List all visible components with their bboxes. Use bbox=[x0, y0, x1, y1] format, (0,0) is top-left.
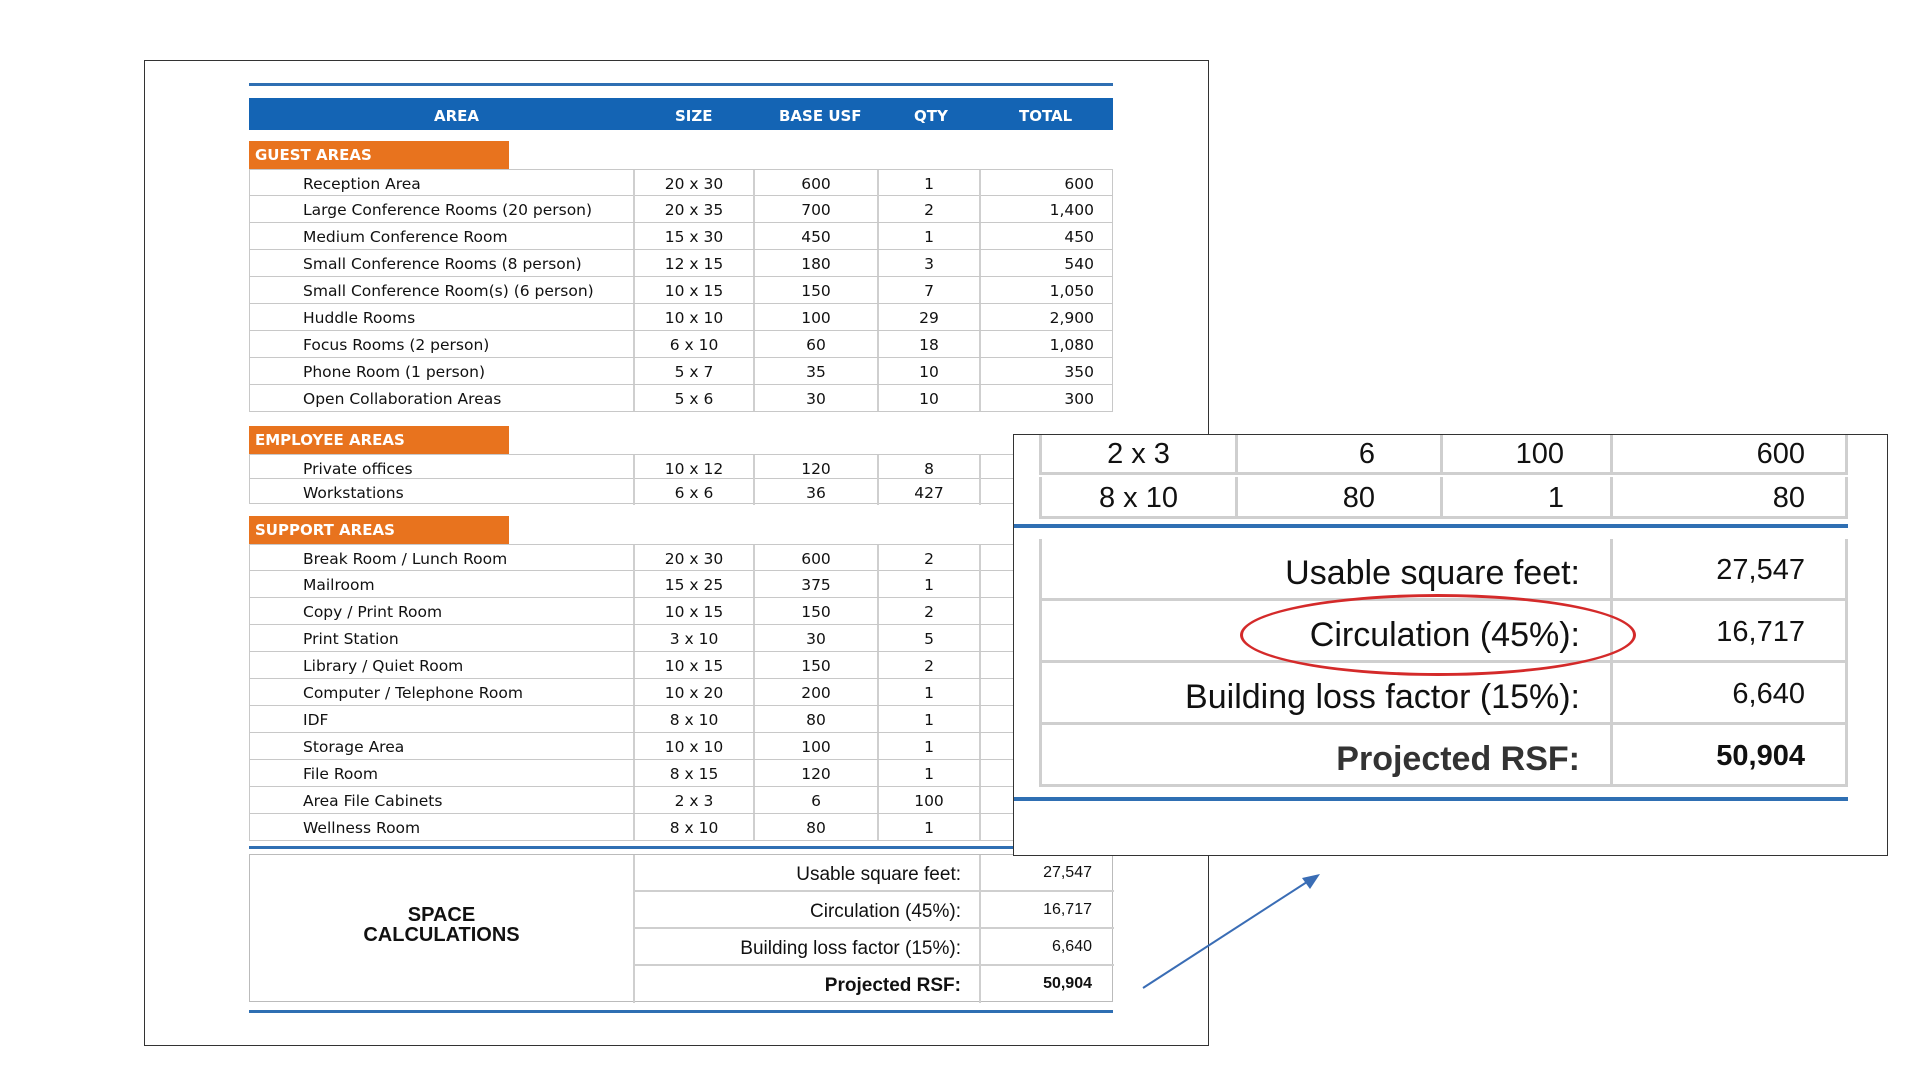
cell-base: 100 bbox=[753, 304, 877, 330]
cell-base: 375 bbox=[753, 571, 877, 597]
cell-area: Mailroom bbox=[303, 576, 375, 594]
cell-qty: 2 bbox=[877, 196, 979, 222]
calc-top-rule bbox=[249, 846, 1113, 849]
cell-qty: 1 bbox=[877, 814, 979, 840]
zoom-base: 6 bbox=[1235, 434, 1440, 475]
cell-size: 10 x 10 bbox=[633, 733, 753, 759]
cell-qty: 3 bbox=[877, 250, 979, 276]
calc-label: Building loss factor (15%): bbox=[633, 929, 979, 966]
calc-label: Circulation (45%): bbox=[633, 892, 979, 929]
header-total: TOTAL bbox=[1019, 107, 1073, 125]
header-base-usf: BASE USF bbox=[779, 107, 862, 125]
support-areas-table bbox=[249, 544, 1113, 841]
table-row bbox=[249, 679, 1113, 706]
cell-area: Storage Area bbox=[303, 738, 405, 756]
cell-base: 100 bbox=[753, 733, 877, 759]
header-size: SIZE bbox=[675, 107, 713, 125]
cell-area: Small Conference Rooms (8 person) bbox=[303, 255, 582, 273]
cell-base: 600 bbox=[753, 545, 877, 571]
calc-value: 6,640 bbox=[979, 929, 1114, 966]
zoom-calc-label: Circulation (45%): bbox=[1039, 601, 1610, 663]
cell-size: 10 x 15 bbox=[633, 277, 753, 303]
cell-base: 600 bbox=[753, 170, 877, 196]
cell-area: Large Conference Rooms (20 person) bbox=[303, 201, 593, 219]
section-guest-areas: GUEST AREAS bbox=[249, 141, 509, 169]
cell-size: 15 x 25 bbox=[633, 571, 753, 597]
zoom-calc-value: 50,904 bbox=[1610, 725, 1848, 787]
cell-base: 180 bbox=[753, 250, 877, 276]
table-row bbox=[249, 250, 1113, 277]
table-row bbox=[249, 196, 1113, 223]
cell-base: 150 bbox=[753, 598, 877, 624]
calc-title-line1: SPACE bbox=[407, 904, 476, 926]
table-row bbox=[249, 706, 1113, 733]
cell-qty: 2 bbox=[877, 598, 979, 624]
cell-size: 20 x 30 bbox=[633, 170, 753, 196]
zoom-callout bbox=[1013, 434, 1888, 856]
space-calculations-box bbox=[249, 854, 1113, 1002]
zoom-row bbox=[1039, 434, 1848, 475]
zoom-rule-top bbox=[1014, 524, 1848, 528]
cell-base: 80 bbox=[753, 814, 877, 840]
cell-base: 30 bbox=[753, 385, 877, 411]
zoom-base: 80 bbox=[1235, 477, 1440, 519]
table-row bbox=[249, 385, 1113, 412]
cell-qty: 7 bbox=[877, 277, 979, 303]
cell-size: 6 x 6 bbox=[633, 479, 753, 505]
cell-area: Break Room / Lunch Room bbox=[303, 550, 508, 568]
table-row bbox=[249, 598, 1113, 625]
cell-total: 540 bbox=[979, 250, 1114, 276]
zoom-calc-usable bbox=[1039, 539, 1848, 601]
table-row bbox=[249, 544, 1113, 571]
cell-area: Print Station bbox=[303, 630, 399, 648]
cell-size: 3 x 10 bbox=[633, 625, 753, 651]
table-row bbox=[249, 223, 1113, 250]
cell-total: 350 bbox=[979, 358, 1114, 384]
cell-qty: 10 bbox=[877, 385, 979, 411]
zoom-calc-value: 6,640 bbox=[1610, 663, 1848, 725]
cell-size: 15 x 30 bbox=[633, 223, 753, 249]
cell-qty: 427 bbox=[877, 479, 979, 505]
zoom-calc-label: Projected RSF: bbox=[1039, 725, 1610, 787]
cell-size: 20 x 35 bbox=[633, 196, 753, 222]
cell-area: Small Conference Room(s) (6 person) bbox=[303, 282, 594, 300]
cell-base: 35 bbox=[753, 358, 877, 384]
calc-value: 16,717 bbox=[979, 892, 1114, 929]
calc-value: 50,904 bbox=[979, 966, 1114, 1003]
cell-qty: 2 bbox=[877, 652, 979, 678]
table-row bbox=[249, 454, 1113, 479]
cell-size: 8 x 15 bbox=[633, 760, 753, 786]
cell-base: 30 bbox=[753, 625, 877, 651]
cell-area: Copy / Print Room bbox=[303, 603, 443, 621]
cell-qty: 1 bbox=[877, 760, 979, 786]
cell-total: 300 bbox=[979, 385, 1114, 411]
header-area: AREA bbox=[434, 107, 480, 125]
calc-value: 27,547 bbox=[979, 855, 1114, 892]
calc-row-projected-rsf bbox=[633, 966, 1114, 1003]
cell-area: Wellness Room bbox=[303, 819, 421, 837]
cell-size: 5 x 6 bbox=[633, 385, 753, 411]
cell-size: 5 x 7 bbox=[633, 358, 753, 384]
cell-qty: 2 bbox=[877, 545, 979, 571]
cell-size: 6 x 10 bbox=[633, 331, 753, 357]
table-row bbox=[249, 625, 1113, 652]
cell-size: 10 x 20 bbox=[633, 679, 753, 705]
calc-row-usable bbox=[633, 855, 1114, 892]
cell-area: Medium Conference Room bbox=[303, 228, 508, 246]
cell-qty: 1 bbox=[877, 571, 979, 597]
cell-base: 700 bbox=[753, 196, 877, 222]
cell-area: Reception Area bbox=[303, 175, 421, 193]
cell-area: Library / Quiet Room bbox=[303, 657, 464, 675]
cell-size: 10 x 10 bbox=[633, 304, 753, 330]
cell-size: 2 x 3 bbox=[633, 787, 753, 813]
cell-qty: 1 bbox=[877, 733, 979, 759]
table-row bbox=[249, 814, 1113, 841]
cell-base: 450 bbox=[753, 223, 877, 249]
zoom-calc-label: Usable square feet: bbox=[1039, 539, 1610, 601]
table-row bbox=[249, 652, 1113, 679]
cell-qty: 29 bbox=[877, 304, 979, 330]
zoom-qty: 100 bbox=[1440, 434, 1610, 475]
table-row bbox=[249, 787, 1113, 814]
cell-area: Focus Rooms (2 person) bbox=[303, 336, 490, 354]
table-row bbox=[249, 277, 1113, 304]
table-row bbox=[249, 304, 1113, 331]
section-employee-areas: EMPLOYEE AREAS bbox=[249, 426, 509, 454]
cell-size: 10 x 15 bbox=[633, 652, 753, 678]
cell-size: 20 x 30 bbox=[633, 545, 753, 571]
table-row bbox=[249, 479, 1113, 504]
calc-row-circulation bbox=[633, 892, 1114, 929]
zoom-total: 600 bbox=[1610, 434, 1848, 475]
cell-base: 150 bbox=[753, 652, 877, 678]
cell-qty: 18 bbox=[877, 331, 979, 357]
calc-row-building-loss bbox=[633, 929, 1114, 966]
zoom-calc-value: 16,717 bbox=[1610, 601, 1848, 663]
circulation-highlight-ellipse bbox=[1240, 594, 1636, 676]
cell-area: Phone Room (1 person) bbox=[303, 363, 486, 381]
cell-total: 1,050 bbox=[979, 277, 1114, 303]
table-row bbox=[249, 760, 1113, 787]
cell-base: 120 bbox=[753, 760, 877, 786]
cell-qty: 100 bbox=[877, 787, 979, 813]
cell-base: 200 bbox=[753, 679, 877, 705]
cell-total: 600 bbox=[979, 170, 1114, 196]
cell-base: 36 bbox=[753, 479, 877, 505]
table-header bbox=[249, 98, 1113, 130]
zoom-size: 2 x 3 bbox=[1039, 434, 1235, 475]
cell-qty: 10 bbox=[877, 358, 979, 384]
cell-total: 1,080 bbox=[979, 331, 1114, 357]
callout-arrow-icon bbox=[1140, 870, 1340, 1000]
table-row bbox=[249, 169, 1113, 196]
cell-size: 12 x 15 bbox=[633, 250, 753, 276]
cell-area: IDF bbox=[303, 711, 329, 729]
cell-area: File Room bbox=[303, 765, 379, 783]
cell-base: 60 bbox=[753, 331, 877, 357]
cell-qty: 5 bbox=[877, 625, 979, 651]
calc-label: Usable square feet: bbox=[633, 855, 979, 892]
calc-title-line2: CALCULATIONS bbox=[363, 924, 520, 946]
cell-qty: 1 bbox=[877, 170, 979, 196]
cell-size: 8 x 10 bbox=[633, 706, 753, 732]
cell-qty: 8 bbox=[877, 455, 979, 481]
cell-base: 6 bbox=[753, 787, 877, 813]
cell-size: 10 x 12 bbox=[633, 455, 753, 481]
cell-total: 1,400 bbox=[979, 196, 1114, 222]
table-row bbox=[249, 331, 1113, 358]
zoom-qty: 1 bbox=[1440, 477, 1610, 519]
zoom-calc-projected-rsf bbox=[1039, 725, 1848, 787]
cell-base: 120 bbox=[753, 455, 877, 481]
cell-area: Computer / Telephone Room bbox=[303, 684, 523, 702]
cell-area: Open Collaboration Areas bbox=[303, 390, 502, 408]
zoom-total: 80 bbox=[1610, 477, 1848, 519]
employee-areas-table bbox=[249, 454, 1113, 504]
zoom-rule-bottom bbox=[1014, 797, 1848, 801]
section-support-areas: SUPPORT AREAS bbox=[249, 516, 509, 544]
cell-total: 450 bbox=[979, 223, 1114, 249]
top-rule bbox=[249, 83, 1113, 86]
table-row bbox=[249, 733, 1113, 760]
cell-qty: 1 bbox=[877, 706, 979, 732]
table-row bbox=[249, 358, 1113, 385]
cell-qty: 1 bbox=[877, 679, 979, 705]
calc-label: Projected RSF: bbox=[633, 966, 979, 1003]
space-calculations-title bbox=[250, 905, 633, 945]
cell-area: Huddle Rooms bbox=[303, 309, 416, 327]
cell-size: 10 x 15 bbox=[633, 598, 753, 624]
cell-size: 8 x 10 bbox=[633, 814, 753, 840]
zoom-row bbox=[1039, 477, 1848, 519]
cell-total: 2,900 bbox=[979, 304, 1114, 330]
zoom-calc-value: 27,547 bbox=[1610, 539, 1848, 601]
zoom-calc-label: Building loss factor (15%): bbox=[1039, 663, 1610, 725]
cell-area: Workstations bbox=[303, 484, 404, 502]
bottom-rule bbox=[249, 1010, 1113, 1013]
cell-base: 150 bbox=[753, 277, 877, 303]
zoom-size: 8 x 10 bbox=[1039, 477, 1235, 519]
cell-qty: 1 bbox=[877, 223, 979, 249]
cell-base: 80 bbox=[753, 706, 877, 732]
cell-area: Area File Cabinets bbox=[303, 792, 443, 810]
header-qty: QTY bbox=[914, 107, 948, 125]
guest-areas-table bbox=[249, 169, 1113, 412]
cell-area: Private offices bbox=[303, 460, 413, 478]
table-row bbox=[249, 571, 1113, 598]
